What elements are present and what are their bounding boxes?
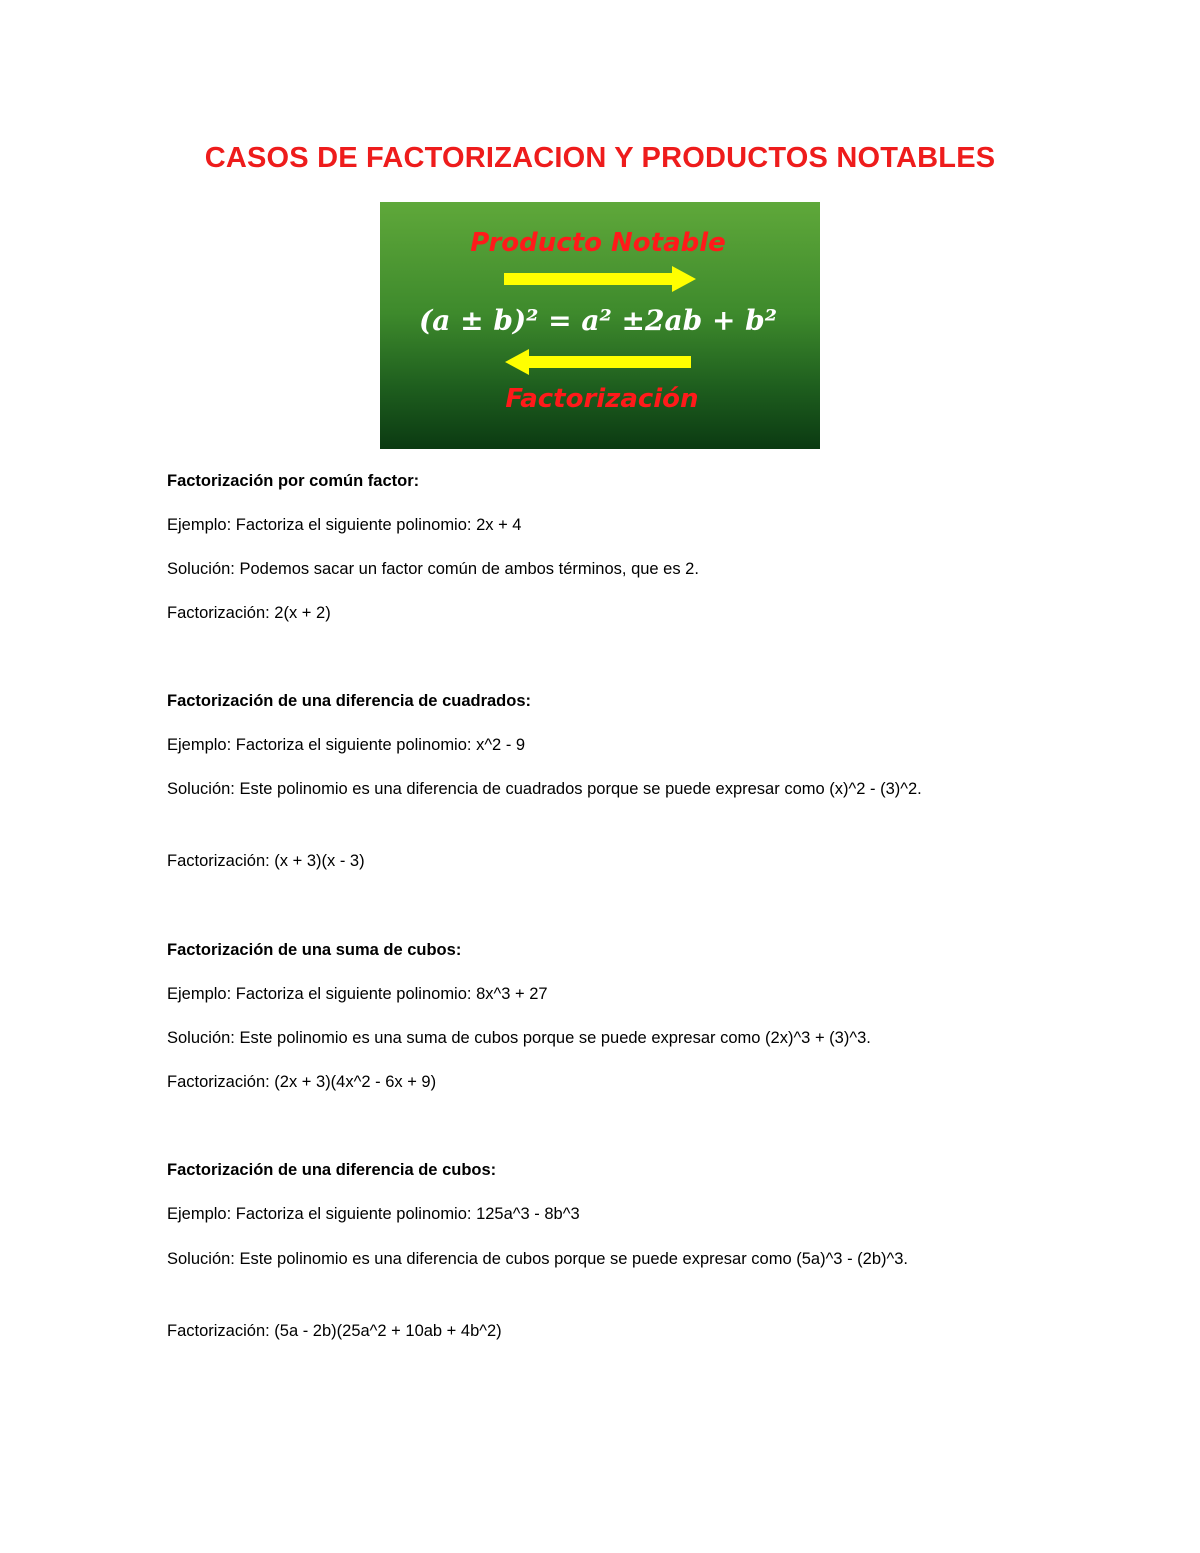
section-solution: Solución: Podemos sacar un factor común de ambos términos, que es 2.: [167, 560, 699, 578]
section-example: Ejemplo: Factoriza el siguiente polinomio: 2x + 4: [167, 516, 522, 534]
section-factorization: Factorización: (x + 3)(x - 3): [167, 852, 365, 870]
document-title: CASOS DE FACTORIZACION Y PRODUCTOS NOTABLES: [204, 142, 996, 174]
section-example: Ejemplo: Factoriza el siguiente polinomio: x^2 - 9: [167, 736, 526, 754]
section-heading: Factorización de una diferencia de cubos:: [167, 1161, 497, 1179]
banner-top-label: Producto Notable: [470, 228, 726, 258]
section-factorization: Factorización: 2(x + 2): [167, 604, 331, 622]
section-example: Ejemplo: Factoriza el siguiente polinomio: 8x^3 + 27: [167, 985, 548, 1003]
banner-image: [380, 202, 820, 449]
section-heading: Factorización de una suma de cubos:: [167, 941, 462, 959]
section-factorization: Factorización: (5a - 2b)(25a^2 + 10ab + 4b^2): [167, 1322, 502, 1340]
banner-bottom-label: Factorización: [505, 384, 699, 414]
section-example: Ejemplo: Factoriza el siguiente polinomio: 125a^3 - 8b^3: [167, 1205, 580, 1223]
banner-formula: (a ± b)² = a² ±2ab + b²: [418, 304, 778, 337]
section-solution: Solución: Este polinomio es una diferencia de cubos porque se puede expresar como (5a)^3 - (2b)^3.: [167, 1250, 908, 1268]
section-factorization: Factorización: (2x + 3)(4x^2 - 6x + 9): [167, 1073, 437, 1091]
section-heading: Factorización de una diferencia de cuadrados:: [167, 692, 532, 710]
section-solution: Solución: Este polinomio es una diferencia de cuadrados porque se puede expresar como (x)^2 - (3)^2.: [167, 780, 922, 798]
section-solution: Solución: Este polinomio es una suma de cubos porque se puede expresar como (2x)^3 + (3)^3.: [167, 1029, 871, 1047]
section-heading: Factorización por común factor:: [167, 472, 420, 490]
